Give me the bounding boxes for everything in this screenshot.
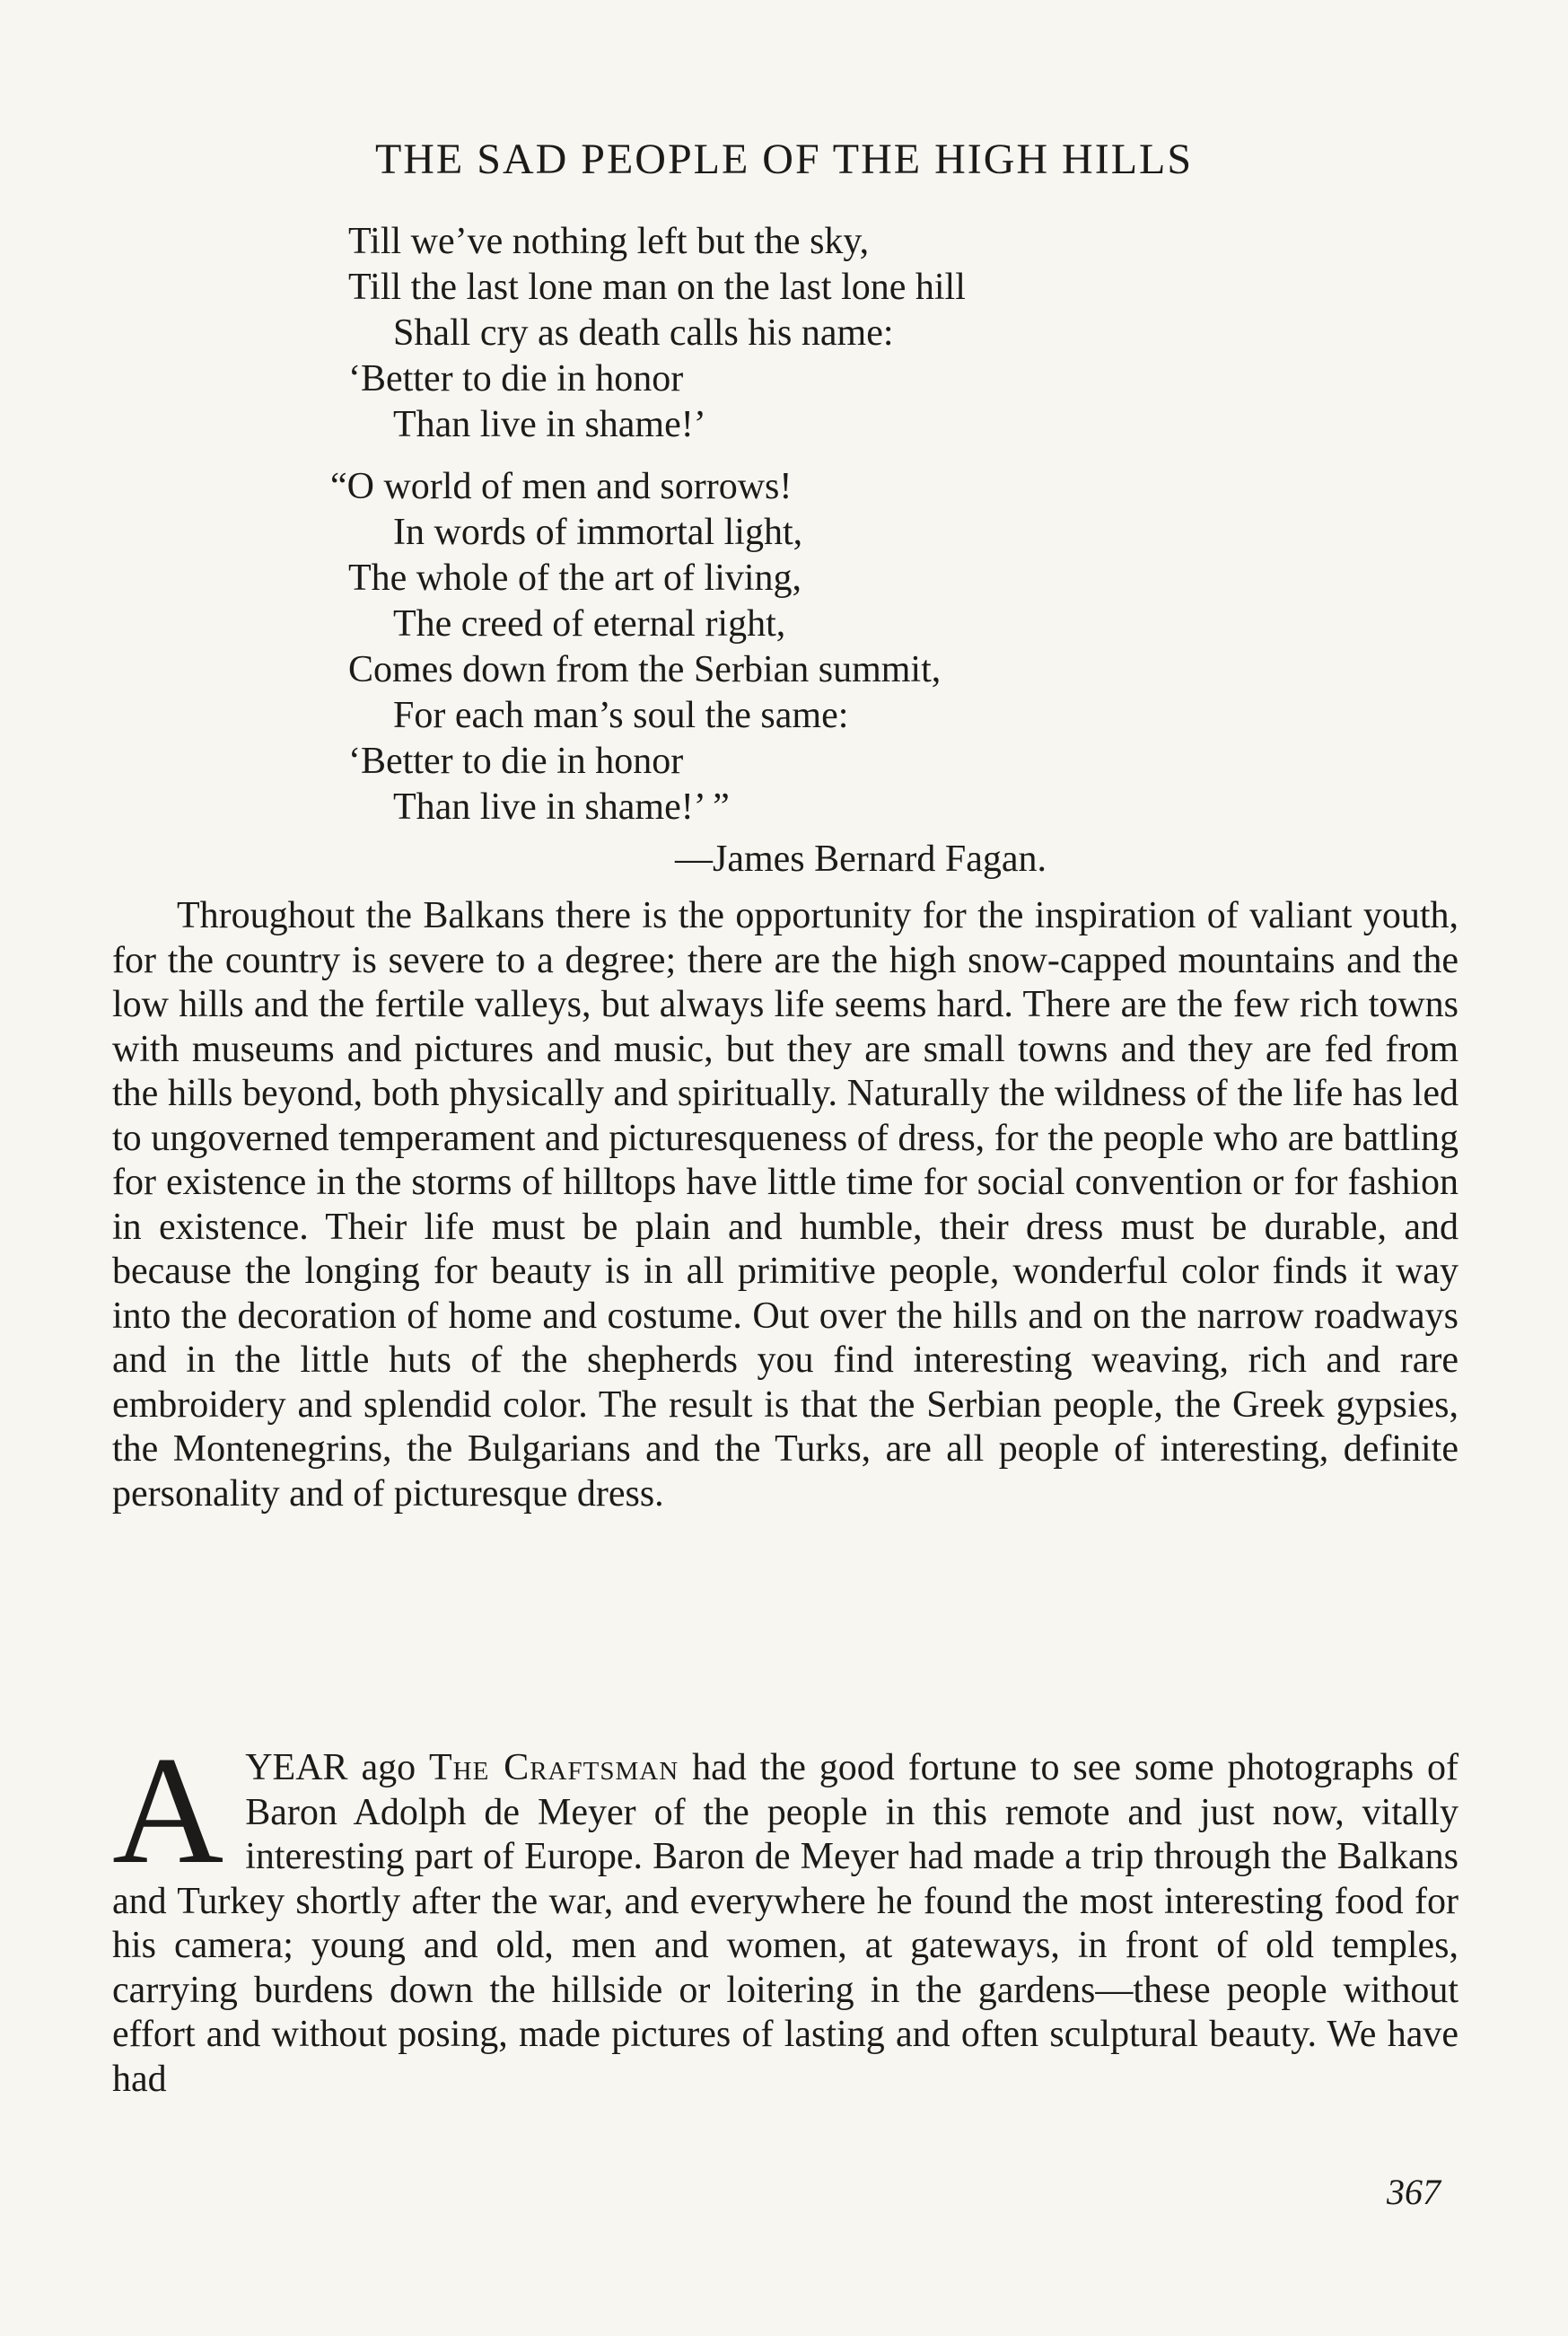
paragraph-text: had the good fortune to see some photographs of Baron Adolph de Meyer of the people in this remote and just now, vitally interesting part of Europe. Baron de Meyer had made a trip through the Balkans and Turkey shortly after the war, and everywhere he found the most interesting food for his camera; young and old, men and women, at gateways, in front of old temples, carrying burdens down the hillside or loitering in the gardens—these people without effort and without posing, made pictures of lasting and often sculptural beauty. We have had: [112, 1747, 1459, 2100]
verse-line: ‘Better to die in honor: [348, 358, 684, 400]
page-number: 367: [1387, 2172, 1441, 2212]
verse-line: Shall cry as death calls his name:: [393, 312, 894, 354]
verse-line: “O world of men and sorrows!: [330, 466, 793, 507]
body-paragraph-2: [112, 1726, 1459, 2102]
verse-line: Till we’ve nothing left but the sky,: [348, 221, 870, 262]
poem-attribution: —James Bernard Fagan.: [675, 839, 1047, 880]
magazine-name: The Craftsman: [429, 1747, 679, 1788]
verse-line: In words of immortal light,: [393, 512, 803, 553]
verse-line: Comes down from the Serbian summit,: [348, 649, 942, 690]
paragraph-lead: YEAR ago: [245, 1747, 416, 1788]
drop-cap: A: [112, 1726, 224, 1896]
verse-line: Than live in shame!’: [393, 404, 706, 445]
verse-line: ‘Better to die in honor: [348, 741, 684, 782]
verse-line: Till the last lone man on the last lone hill: [348, 267, 966, 308]
running-header: THE SAD PEOPLE OF THE HIGH HILLS: [374, 136, 1194, 183]
verse-line: For each man’s soul the same:: [393, 695, 849, 736]
verse-line: The whole of the art of living,: [348, 558, 802, 599]
body-paragraph-1: Throughout the Balkans there is the opportunity for the inspiration of valiant youth, for the country is severe to a degree; there are the high snow-capped mountains and the low hills and the fertile valleys, but always life seems hard. There are the few rich towns with museums and pictures and music, but they are small towns and they are fed from the hills beyond, both physically and spiritually. Naturally the wildness of the life has led to ungoverned temperament and picturesqueness of dress, for the people who are battling for existence in the storms of hilltops have little time for social convention or for fashion in existence. Their life must be plain and humble, their dress must be durable, and because the longing for beauty is in all primitive people, wonderful color finds it way into the decoration of home and costume. Out over the hills and on the narrow roadways and in the little huts of the shepherds you find interesting weaving, rich and rare embroidery and splendid color. The result is that the Serbian people, the Greek gypsies, the Montenegrins, the Bulgarians and the Turks, are all people of interesting, definite personality and of picturesque dress.: [112, 895, 1459, 1515]
poem-verse: [330, 219, 966, 830]
verse-line: The creed of eternal right,: [393, 603, 786, 645]
verse-line: Than live in shame!’ ”: [393, 786, 730, 828]
